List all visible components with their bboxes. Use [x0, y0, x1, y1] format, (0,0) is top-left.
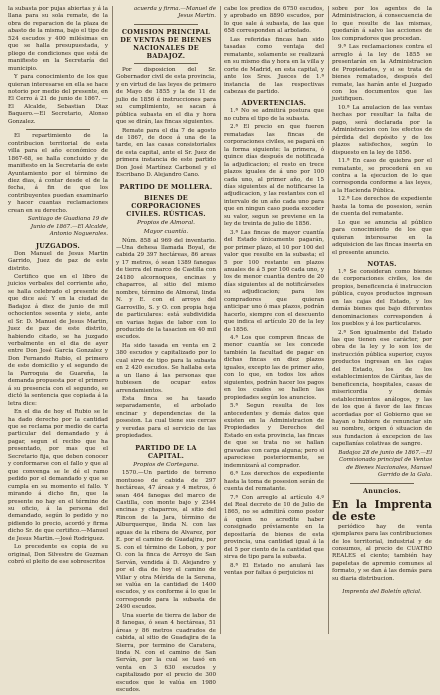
paragraph: Núm. 858 al 969 del inventario.—Una dehesa llamada Boyal, de cabida 29 397 hectáreas, 86 areas y 17 metros, ó sean 1389 fanegas de tierra del marco de Castilla con 24180 alcornoques, encinas y chaparros, al sitio del mismo nombre, término de Almoral, linda N. y E. con el arroyo del Garrovillo, S. y O. con propia hoja de particulares: está subdividida en varias hojas de labor con lo producido de la tasacion en 40 mil escudos. [116, 237, 216, 341]
section-heading: ADVERTENCIAS. [241, 99, 307, 108]
column-4 [332, 6, 432, 634]
paragraph: 1.ª Se consideran como bienes de corporaciones civiles, los de propios, beneficencia é instruccion pública, cuyos productos ingresan en las cajas del Estado, y los demás bienes que bajo diferentes denominaciones corresponden á los pueblos y á los particulares. [332, 268, 432, 328]
paragraph: 12.ª Los derechos de expediente hasta la toma de posesion, serán de cuenta del rematante. [332, 196, 432, 218]
paragraph: Las referidas fincas han sido tasadas como ventaja del rematante, solamente se realizará en su mismo dia y hora en la villa y corte de Madrid, en esta capital, y ante los Sres. Jueces de 1.ª instancia de las respectivas cabezas de partido. [224, 36, 324, 95]
divider [26, 129, 90, 130]
column-2 [116, 6, 216, 694]
paragraph: Y para conocimiento de los que quieran interesarse en ella se hace notorio por medio del presente, en El Cerro á 21 de junio de 1867. —El Alcalde, Sebastian Diaz Baquero.—El Secretario, Alonso Gonzalez. [8, 74, 108, 125]
section-heading: COMISION PRINCIPAL DE VENTAS DE BIENES NACIONALES DE BADAJOZ. [120, 27, 212, 60]
paragraph: 9.ª Las reclamaciones contra el arreglo á la ley de 1855 se presentarán en la Administracion de Propiedades, y si se trata de bienes rematados, después del remate, las harán ante el Juzgado con los documentos que las justifiquen. [332, 44, 432, 103]
section-heading: PARTIDO DE LA CAPITAL. [135, 443, 197, 460]
section-heading: Anuncios. [362, 486, 401, 495]
paragraph: 5.ª Segun resulta de los antecedentes y demás datos que existen en la Administracion de Propiedades y Derechos del Estado en esta provincia, las fincas de que se trata no se hallan gravadas con carga alguna; pero si apareciese posteriormente, se indemnizará al comprador. [224, 403, 324, 469]
sub-heading: Propios de Cortegana. [133, 461, 199, 468]
paragraph: 2.ª El precio en que fueren rematadas las fincas de corporaciones civiles, se pagará en la forma siguiente: la primera, ó quince días después de notificada la adjudicacion; el resto en trece plazos iguales de á uno por 100 cada uno, al primer año, de 15 días siguientes al de notificarse la adjudicacion, y las restantes con el intervalo de un año cada uno para que en ningun caso pueda exceder su valor, segun se previene en la ley de treinta de julio de 1856. [224, 124, 324, 228]
paragraph: 4.ª Los que compren fincas de menor cuantía se les concede también la facultad de pagar en dichas fincas en diez plazos iguales, excepto las de primer año, con lo que, en todos los años siguientes, podrán hacer los pagos en los cuales se hallen las propiedades según los anuncios. [224, 335, 324, 401]
paragraph: Don Manuel de Jesus Martin Garrido, Juez de paz de este distrito. [8, 250, 108, 272]
paragraph: 2.ª Son igualmente del Estado las que tienen ese carácter, por obra de la ley y lo son los de instrucción pública superior, cuyos productos ingresan en las cajas del Estado, los de los establecimientos de Cáritas, las de beneficencia, hospitales, casas de misericordia y demás establecimientos análogos, y las de los que á favor de las fincas acordadas por el Gobierno que se hayan o hubiere de renunciar sin su nombre, origen ó situacion de sus fundacion á excepcion de las capellanías colativas de sangre. [332, 329, 432, 448]
signature: Badajoz 28 de junio de 1867.—El Comisionado principal de Ventas de Bienes Nacionales, Manuel Garrido de la Gala. [338, 449, 432, 479]
column-divider [112, 6, 113, 634]
paragraph: 6.ª Los derechos de expediente hasta la toma de posesion serán de cuenta del rematante. [224, 471, 324, 493]
section-heading: PARTIDO DE MOLLERA. [119, 182, 213, 191]
paragraph: 10.ª La anulacion de las ventas hechas por resultar la falta de pago, será declarada por la Administracion con los efectos de pérdida del depósito y de los plazos satisfechos, según lo dispuesto en la ley de 1856. [332, 104, 432, 156]
paragraph: Una suerte de tierra de labor de 8 fanegas, ó sean 4 hectáreas, 51 áreas y 86 metros cuadrados de cabida, al sitio de Guadajira de la Sierra, por termino de Caratera, linda N. con el camino de San Serván, por la cual se tasó en venta en 3 630 escudos y capitalizado por el precio de 300 escudos que le valúa en 1980 escudos. [116, 612, 216, 694]
sub-heading: Propios de Almoral. [137, 219, 195, 226]
column-divider [328, 6, 329, 634]
divider [134, 24, 198, 25]
advert-headline: En la Imprenta de este [332, 497, 432, 523]
section-heading: NOTAS. [367, 259, 397, 268]
column-3 [224, 6, 324, 634]
paragraph: 1.ª No se admitirá postura que no cubra el tipo de la subasta. [224, 108, 324, 122]
paragraph: 1570.—Un partido de terreno montuoso de cabida de 297 hectáreas, 47 áreas y 4 metros, ó sean 464 fanegas del marco de Castilla, con monte bajo y 2344 encinas y chaparros, al sitio del Rincon de la Jara, término de Alburquerque, linda N. con las aguas de la ribera de Alvarez, por E. por el camino de Guadajira, por S. con el término de Lobon, y por O. con la finca de Arroyo de San Serván, vendida á D. Alejandro y por el dia de hoy el camino de Villar y otra Mérida de la Serena, se valúa en la cantidad de 1400 escudos, y es conforme á lo que le corresponde para la subasta de 2490 escudos. [116, 470, 216, 611]
paragraph: Ha sido tasada en venta en 2 380 escudos y capitalizado por lo cual sirve de tipo para la subasta en 2 420 escudos. Se hallaba esta a un llano á las personas que hubiesen de ocupar estos arrendamientos. [116, 342, 216, 394]
paragraph: Lo precedente es copia de su original, Don Silvestre de Guzman cobró el pleito de ese sobrescritos [8, 544, 108, 566]
paragraph: 11.ª En caso de quiebra por el rematante, se procederá en su contra a la ejecucion de lo que corresponda conforme a las leyes, a la Hacienda Pública. [332, 158, 432, 194]
paragraph: Lo que se anuncia al público para conocimiento de los que quieran interesarse en la adquisicion de las fincas inserta en el presente anuncio. [332, 219, 432, 256]
paragraph: 8.ª El Estado no anulará las ventas por faltas ó perjuicios ni [224, 562, 324, 577]
section-heading: BIENES DE CORPORACIONES CIVILES. RÚSTICAS. [126, 193, 206, 218]
column-divider [220, 6, 221, 634]
section-heading: JUZGADOS. [35, 241, 81, 250]
divider [350, 483, 414, 484]
paragraph: En el dia de hoy el Rubio se le ha dado derecho por la cantidad que se reclama por medio de carta particular del demandado y á pagar, segun el recibo que ha presentado, por mas que el Secretario fija, que deben conocer y conformarse con el fallo y que al que convenga se le dé el ramo pedido por el demandado y que se cumpla en su momento el fallo. Y mirando á dicho fin, que la presente no hay en el término de su oficio, á la persona del demandado, según lo pedido y no pidiendo lo precio, acordó y firma dicho Sr. de que certifico.—Manuel de Jesus Martin.—José Rodriguez. [8, 409, 108, 542]
imprint-footer: Imprenta del Boletín oficial. [342, 589, 422, 596]
paragraph: El repartimiento de la contribucion territorial de esta villa para el año económico de 1867-68, se halla concluido y de manifiesto en la Secretaría de este Ayuntamiento por el término de diez dias, á contar desde el de la fecha, á fin de que los contribuyentes puedan examinarlo y hacer cuantas reclamaciones crean en su derecho. [8, 133, 108, 214]
sub-heading: Mayor cuantía. [143, 229, 189, 236]
paragraph: periódico hay de venta ejemplares para las contribuciones de los territorial, industrial y de consumos, al precio de CUATRO REALES el ciento; también hay papeletas de apremio comunes al formato, y se dan á las demás para su diaria distribucion. [332, 523, 432, 582]
paragraph: sobre por los agentes de la Administracion, á consecuencia de lo que resulte de las mismas, quedarán á salvo las acciones de los compradores que procedan. [332, 6, 432, 42]
column-1 [8, 6, 108, 634]
signature: acuerda y firma.—Manuel de Jesus Martin. [133, 6, 216, 20]
paragraph: Esta finca se ha tasado separadamente, el arbolado encinar y dependencias de la posesion. La cual tiene sus cercas y veredas para el servicio de las propiedades. [116, 396, 216, 440]
paragraph: Certifico que en el libro de juicios verbales del corriente año, se halla celebrado el presente de que dice así: Y en la ciudad de Badajoz á diez de junio de mil ochocientos sesenta y siete, ante el Sr. D. Manuel de Jesus Martin, Juez de paz de este distrito, habiendo citado, se ha juzgado verbalmente en el dia de ayer entre Don José Garcia Gonzalez y Don Fernando Rubio, el primero de este domicilio y el segundo de la Parroquia de Guareña, la demanda propuesta por el primero á su presencia con el segundo, se dictó la sentencia que copiada á la letra dice: [8, 273, 108, 407]
signature: Santiago de Guadiana 19 de Junio de 1867.—El Alcalde, Antonio Noguerales. [27, 216, 108, 238]
paragraph: Por disposicion del Sr. Gobernador civil de esta provincia, y en virtud de las leyes de primero de Mayo de 1855 y la de 11 de julio de 1856 é instrucciones para su cumplimiento, se sacan á pública subasta en el dia y hora que se dirán, las fincas siguientes. [116, 66, 216, 126]
paragraph: la subasta por pujas abiertas y á la llana para su sola remate, de la obra de reparacion de la plaza de abasto de la misma, bajo el tipo de 524 escudos y 400 milésimas en que se halla presupuestada, y pliego de condiciones que está de manifiesto en la Secretaría del municipio. [8, 6, 108, 72]
paragraph: 3.ª Las fincas de mayor cuantía del Estado únicamente pagarán, por primer plazo, el 10 por 100 del valor que resulte en la subasta; el 5 por 100 restante en plazos anuales de á 5 por 100 cada uno, y los de menor cuantía dentro de 20 días siguientes al de notificárseles su adjudicacion; para los compradores que quieran anticipar uno ó mas plazos, podrán hacerlo, siempre con el descuento que indica el artículo 20 de la ley de 1856. [224, 229, 324, 333]
divider [134, 63, 198, 64]
paragraph: cabe los predios de 6750 escudos, y aprobado en 8890 escudos, por lo que sale á subasta, de las que 658 corresponden al arbolado. [224, 6, 324, 35]
paragraph: 7.ª Con arreglo al artículo 4.º del Real decreto de 10 de Julio de 1865, no se admitirá como postor á quien no acredite haber consignado préviamente en la depositaría de bienes de esta provincia, una cantidad igual á la del 5 por ciento de la cantidad que sirva de tipo para la subasta. [224, 494, 324, 561]
paragraph: Remate para el dia 7 de agosto de 1867, de doce á una de la tarde, en las casas consistoriales de esta capital, ante el Sr. Juez de primera instancia de este partido Don José Martínez Carbonel y el Escribano D. Alejandro Cano. [116, 127, 216, 179]
